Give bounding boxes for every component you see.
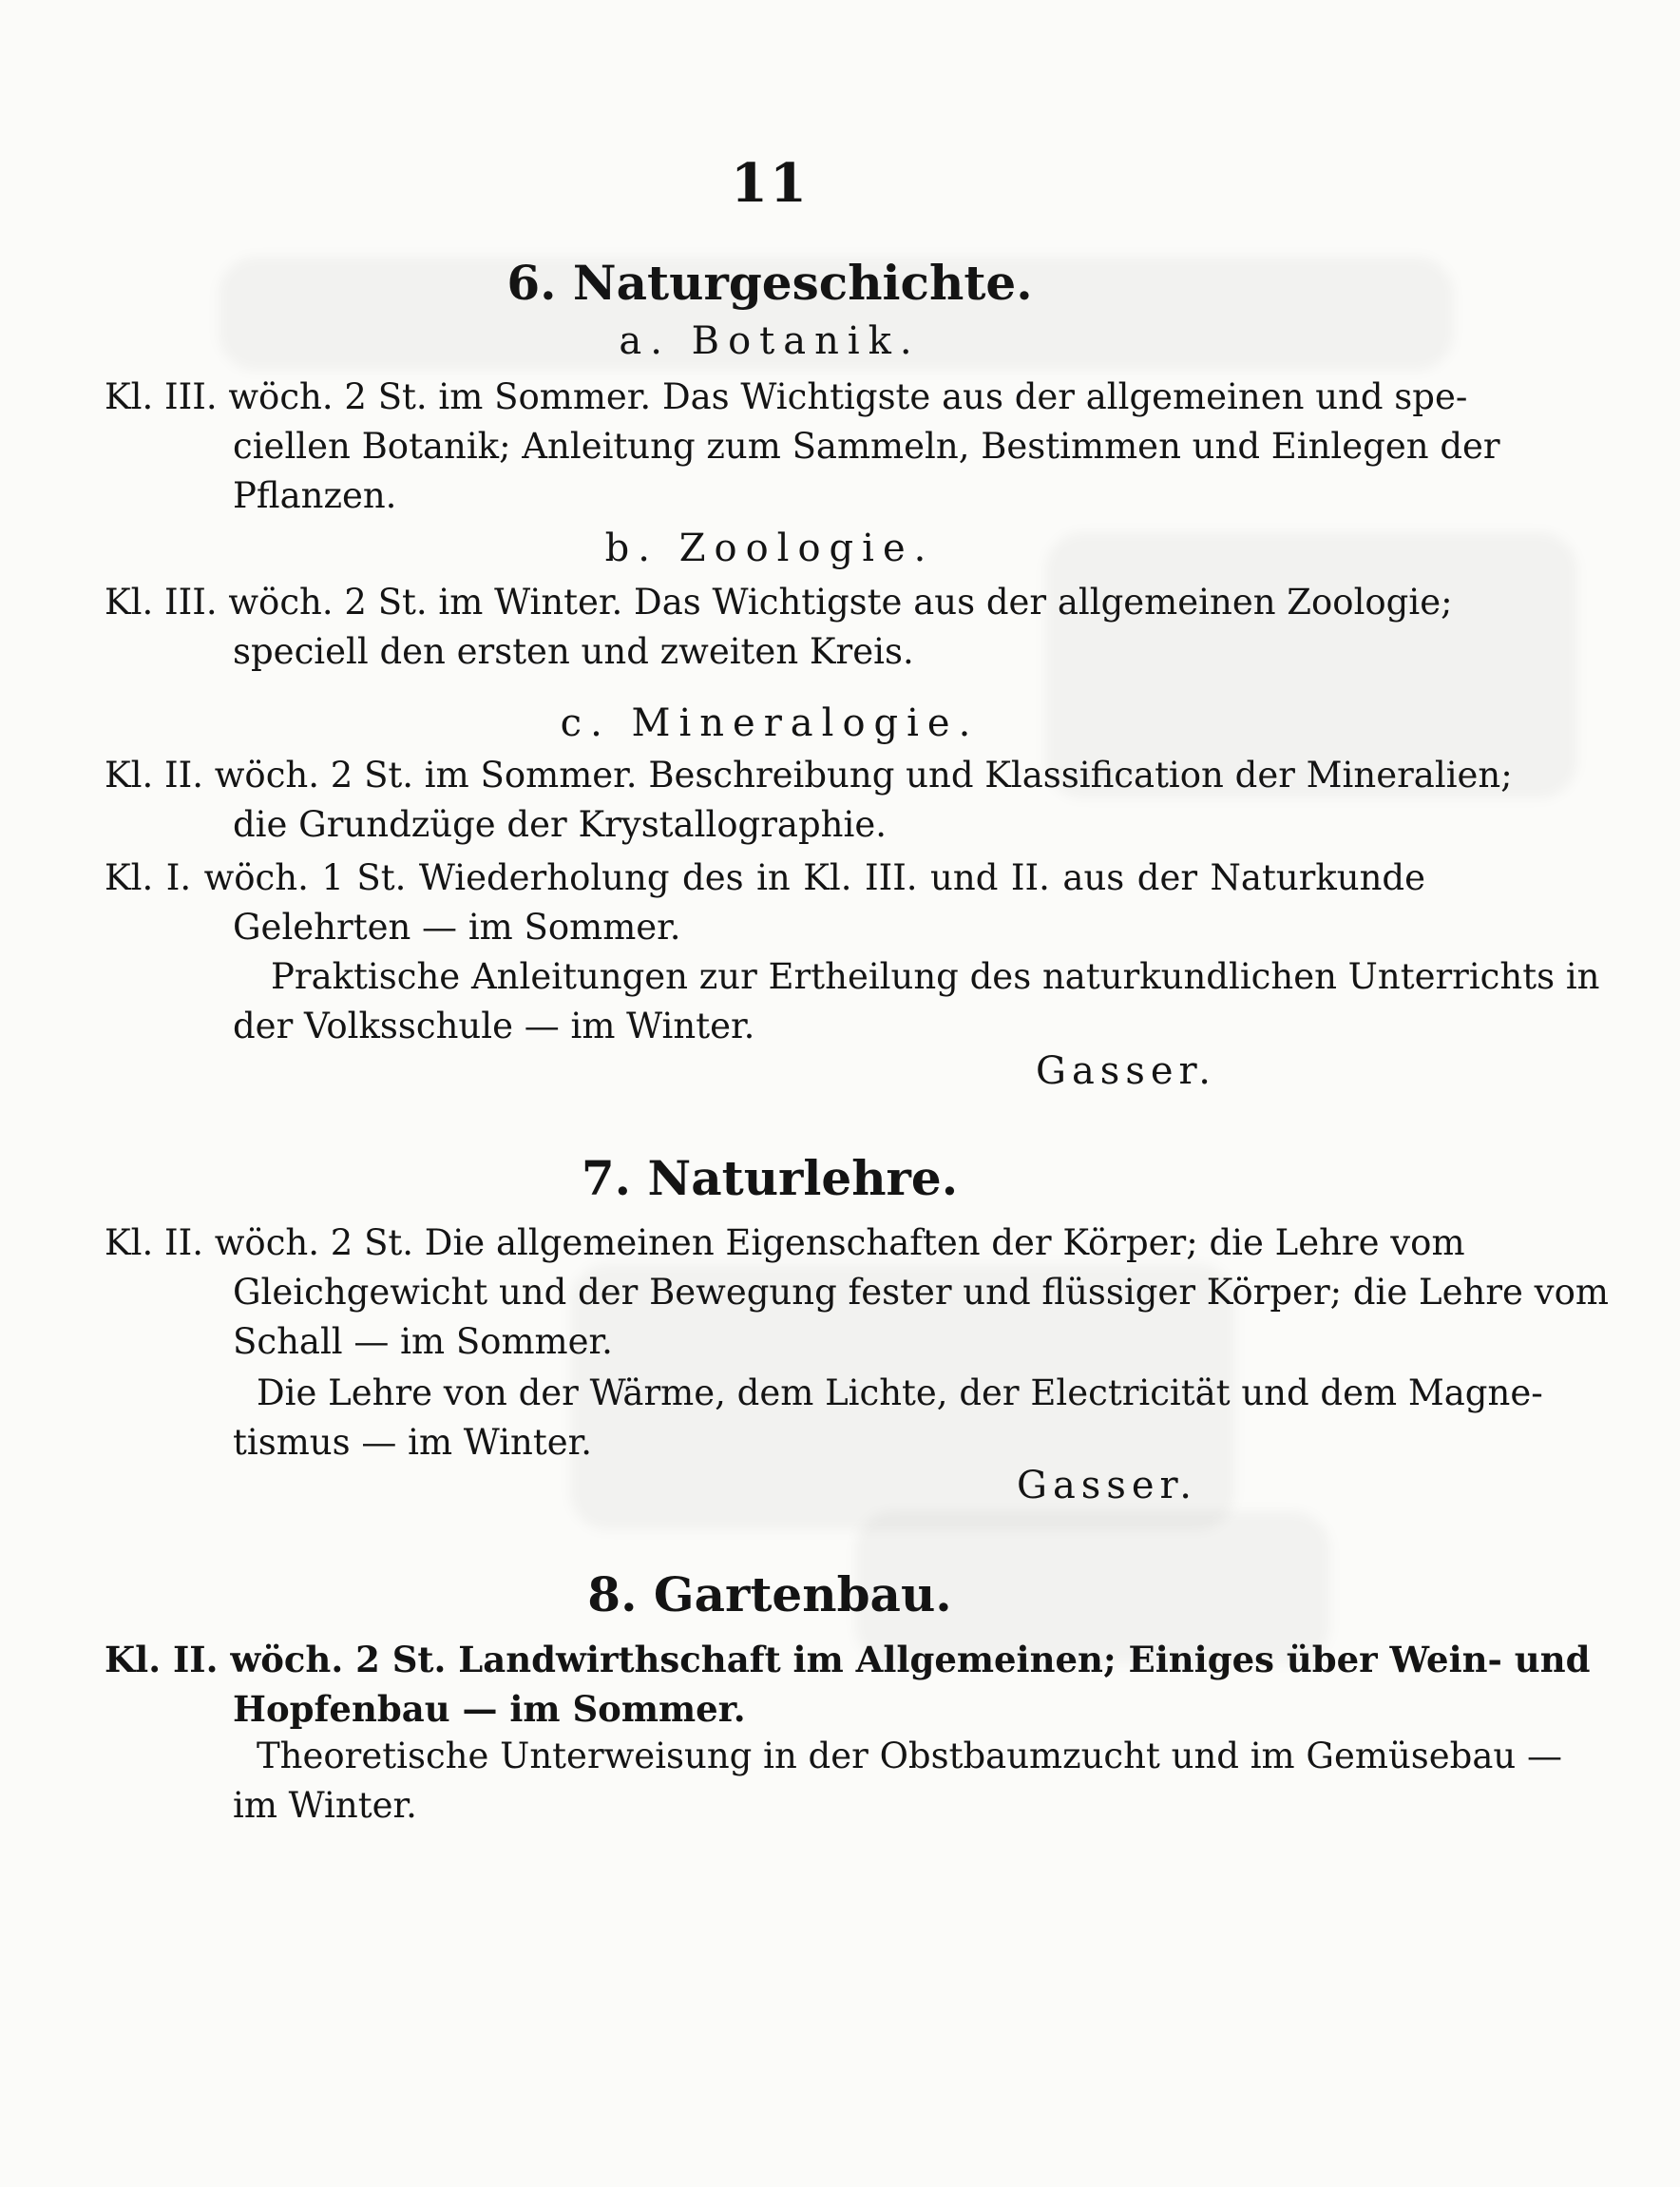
- text-line: die Grundzüge der Krystallographie.: [233, 804, 887, 845]
- text-line: Die Lehre von der Wärme, dem Lichte, der Electricität und dem Magne-: [257, 1372, 1543, 1413]
- text-line: Theoretische Unterweisung in der Obstbaumzucht und im Gemüsebau —: [257, 1736, 1562, 1776]
- text-line: Kl. II. wöch. 2 St. Landwirthschaft im Allgemeinen; Einiges über Wein- und: [105, 1639, 1591, 1680]
- text-line: Kl. I. wöch. 1 St. Wiederholung des in Kl. III. und II. aus der Naturkunde: [105, 857, 1425, 898]
- text-line: Kl. III. wöch. 2 St. im Sommer. Das Wichtigste aus der allgemeinen und spe-: [105, 376, 1468, 417]
- entry-mineralogie: [105, 751, 1513, 850]
- text-line: im Winter.: [233, 1785, 417, 1826]
- subsection-title-zoologie: b. Zoologie.: [604, 527, 935, 570]
- text-line: der Volksschule — im Winter.: [233, 1006, 755, 1046]
- text-line: Hopfenbau — im Sommer.: [233, 1688, 746, 1730]
- text-line: Kl. II. wöch. 2 St. Die allgemeinen Eigenschaften der Körper; die Lehre vom: [105, 1222, 1465, 1263]
- text-line: Gleichgewicht und der Bewegung fester und flüssiger Körper; die Lehre vom: [233, 1272, 1609, 1313]
- text-line: Pflanzen.: [233, 475, 397, 516]
- text-line: Kl. II. wöch. 2 St. im Sommer. Beschreibung und Klassification der Mineralien;: [105, 755, 1513, 796]
- entry-praktische-anleitungen: [105, 952, 1600, 1051]
- text-line: tismus — im Winter.: [233, 1422, 592, 1463]
- section-heading-naturlehre: 7. Naturlehre.: [581, 1150, 959, 1206]
- entry-wiederholung: [105, 854, 1425, 952]
- text-line: Schall — im Sommer.: [233, 1321, 613, 1362]
- subsection-title-mineralogie: c. Mineralogie.: [560, 701, 980, 745]
- section-heading-naturgeschichte: 6. Naturgeschichte.: [506, 255, 1033, 311]
- entry-obstbaumzucht: [105, 1732, 1562, 1831]
- subsection-title-botanik: a. Botanik.: [619, 319, 921, 363]
- text-line: Gelehrten — im Sommer.: [233, 907, 681, 948]
- section-heading-gartenbau: 8. Gartenbau.: [587, 1566, 952, 1622]
- entry-zoologie: [105, 578, 1453, 677]
- text-line: speciell den ersten und zweiten Kreis.: [233, 631, 914, 672]
- entry-gartenbau: [105, 1635, 1591, 1734]
- entry-naturlehre: [105, 1218, 1609, 1367]
- entry-waerme: [105, 1369, 1543, 1468]
- text-line: Praktische Anleitungen zur Ertheilung des naturkundlichen Unterrichts in: [271, 956, 1600, 997]
- signature-gasser: Gasser.: [1036, 1049, 1216, 1093]
- entry-botanik: [105, 373, 1500, 521]
- page-number: 11: [731, 152, 809, 215]
- signature-gasser: Gasser.: [1017, 1464, 1197, 1507]
- text-line: Kl. III. wöch. 2 St. im Winter. Das Wichtigste aus der allgemeinen Zoologie;: [105, 582, 1453, 623]
- text-line: ciellen Botanik; Anleitung zum Sammeln, Bestimmen und Einlegen der: [233, 426, 1500, 467]
